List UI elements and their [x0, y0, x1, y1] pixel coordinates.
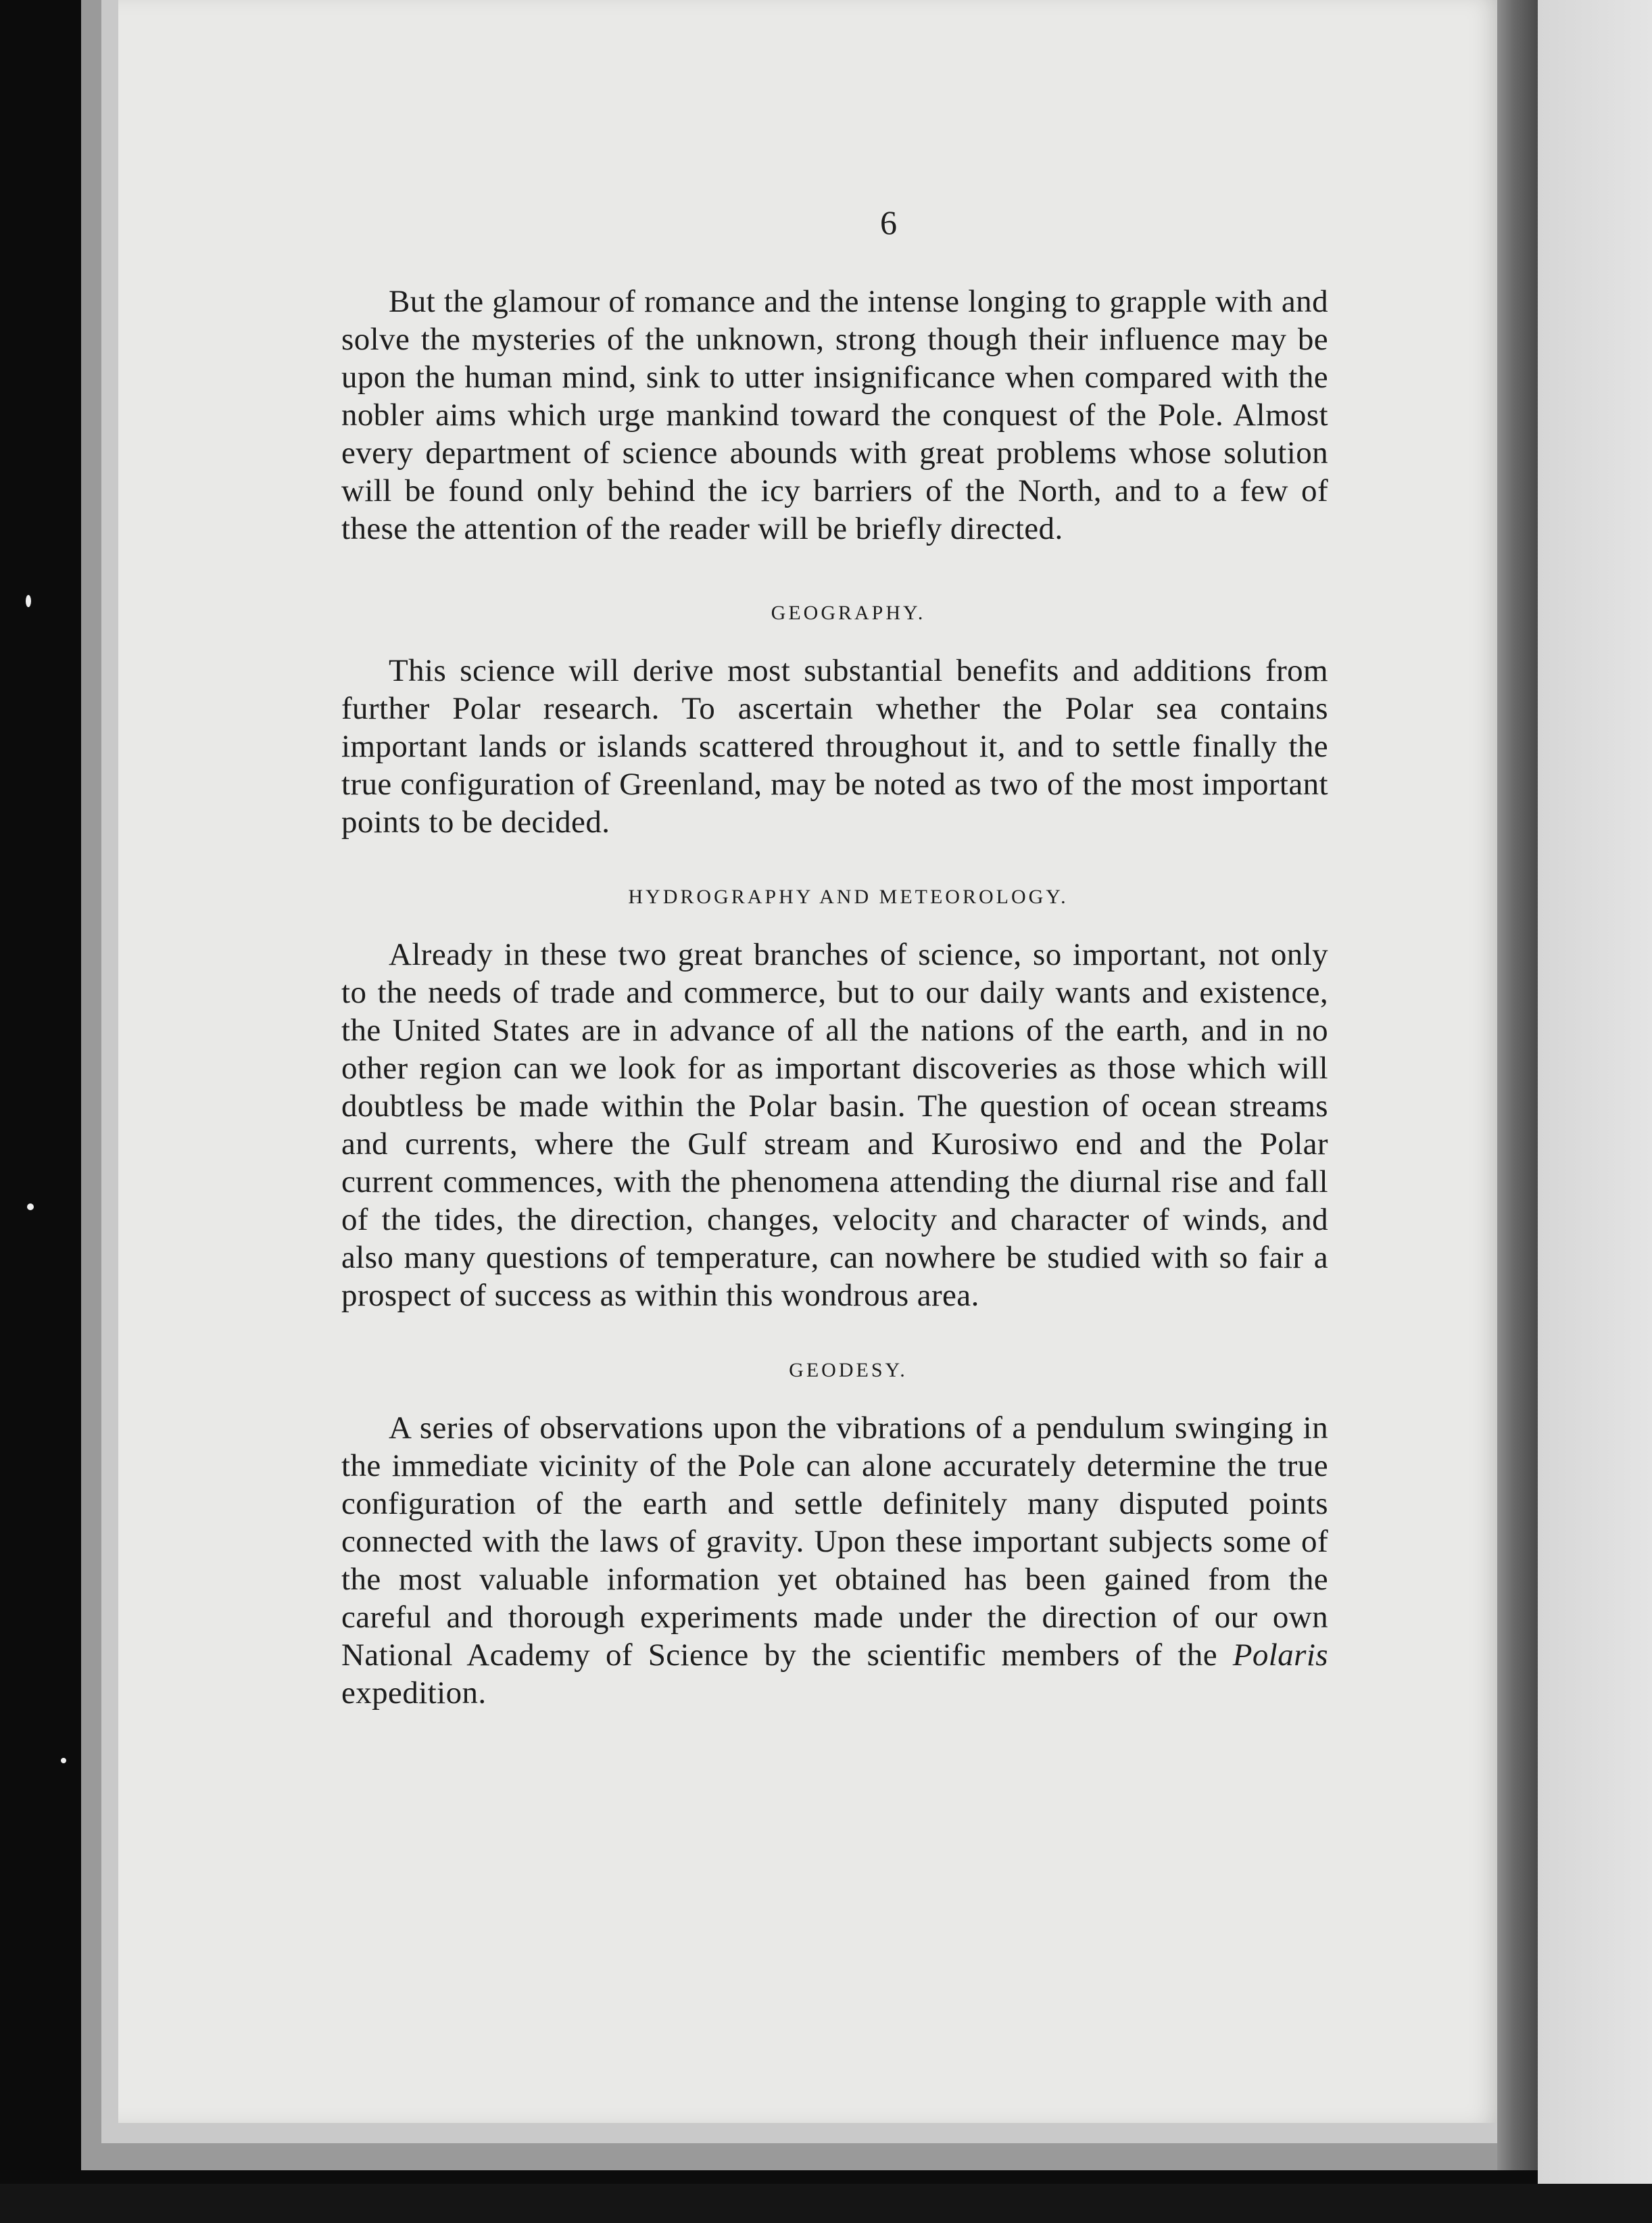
scan-speck	[27, 1203, 34, 1210]
ship-name-polaris: Polaris	[1232, 1638, 1328, 1673]
page-number: 6	[880, 204, 898, 241]
book-spine-shadow	[1497, 0, 1538, 2170]
intro-paragraph: But the glamour of romance and the intense longing to grapple with and solve the mysteries of the unknown, strong though their influence may be upon the human mind, sink to utter insignificance when compared with the nobler aims which urge mankind toward the conquest of the Pole. Almost every department of science abounds with great problems whose solution will be found only behind the icy barriers of the North, and to a few of these the attention of the reader will be briefly directed.	[341, 284, 1328, 546]
geodesy-paragraph-start: A series of observations upon the vibrations of a pendulum swinging in the immediate vicinity of the Pole can alone accurately determine the true configuration of the earth and settle definitely many disputed points connected with the laws of gravity. Upon these important subjects some of the most valuable information yet obtained has been gained from the careful and thorough experiments made under the direction of our own National Academy of Science by the scientific members of the	[341, 1410, 1328, 1673]
scan-bottom-border	[0, 2184, 1652, 2223]
section-heading-hydrography: HYDROGRAPHY AND METEOROLOGY.	[628, 886, 1069, 908]
section-heading-geodesy: GEODESY.	[789, 1359, 908, 1381]
geodesy-paragraph	[341, 1409, 1328, 1712]
section-heading-geography: GEOGRAPHY.	[771, 602, 926, 624]
adjacent-page-strip	[1538, 0, 1652, 2223]
document-text	[341, 203, 1328, 1712]
scan-speck	[26, 595, 31, 607]
geography-paragraph: This science will derive most substantial benefits and additions from further Polar research. To ascertain whether the Polar sea contains important lands or islands scattered throughout it, and to settle finally the true configuration of Greenland, may be noted as two of the most important points to be decided.	[341, 653, 1328, 840]
hydrography-paragraph: Already in these two great branches of science, so important, not only to the needs of trade and commerce, but to our daily wants and existence, the United States are in advance of all the nations of the earth, and in no other region can we look for as important discoveries as those which will doubtless be made within the Polar basin. The question of ocean streams and currents, where the Gulf stream and Kurosiwo end and the Polar current commences, with the phenomena attending the diurnal rise and fall of the tides, the direction, changes, velocity and character of winds, and also many questions of temperature, can nowhere be studied with so fair a prospect of success as within this wondrous area.	[341, 937, 1328, 1313]
geodesy-paragraph-end: expedition.	[341, 1675, 487, 1711]
scan-speck	[61, 1758, 66, 1763]
